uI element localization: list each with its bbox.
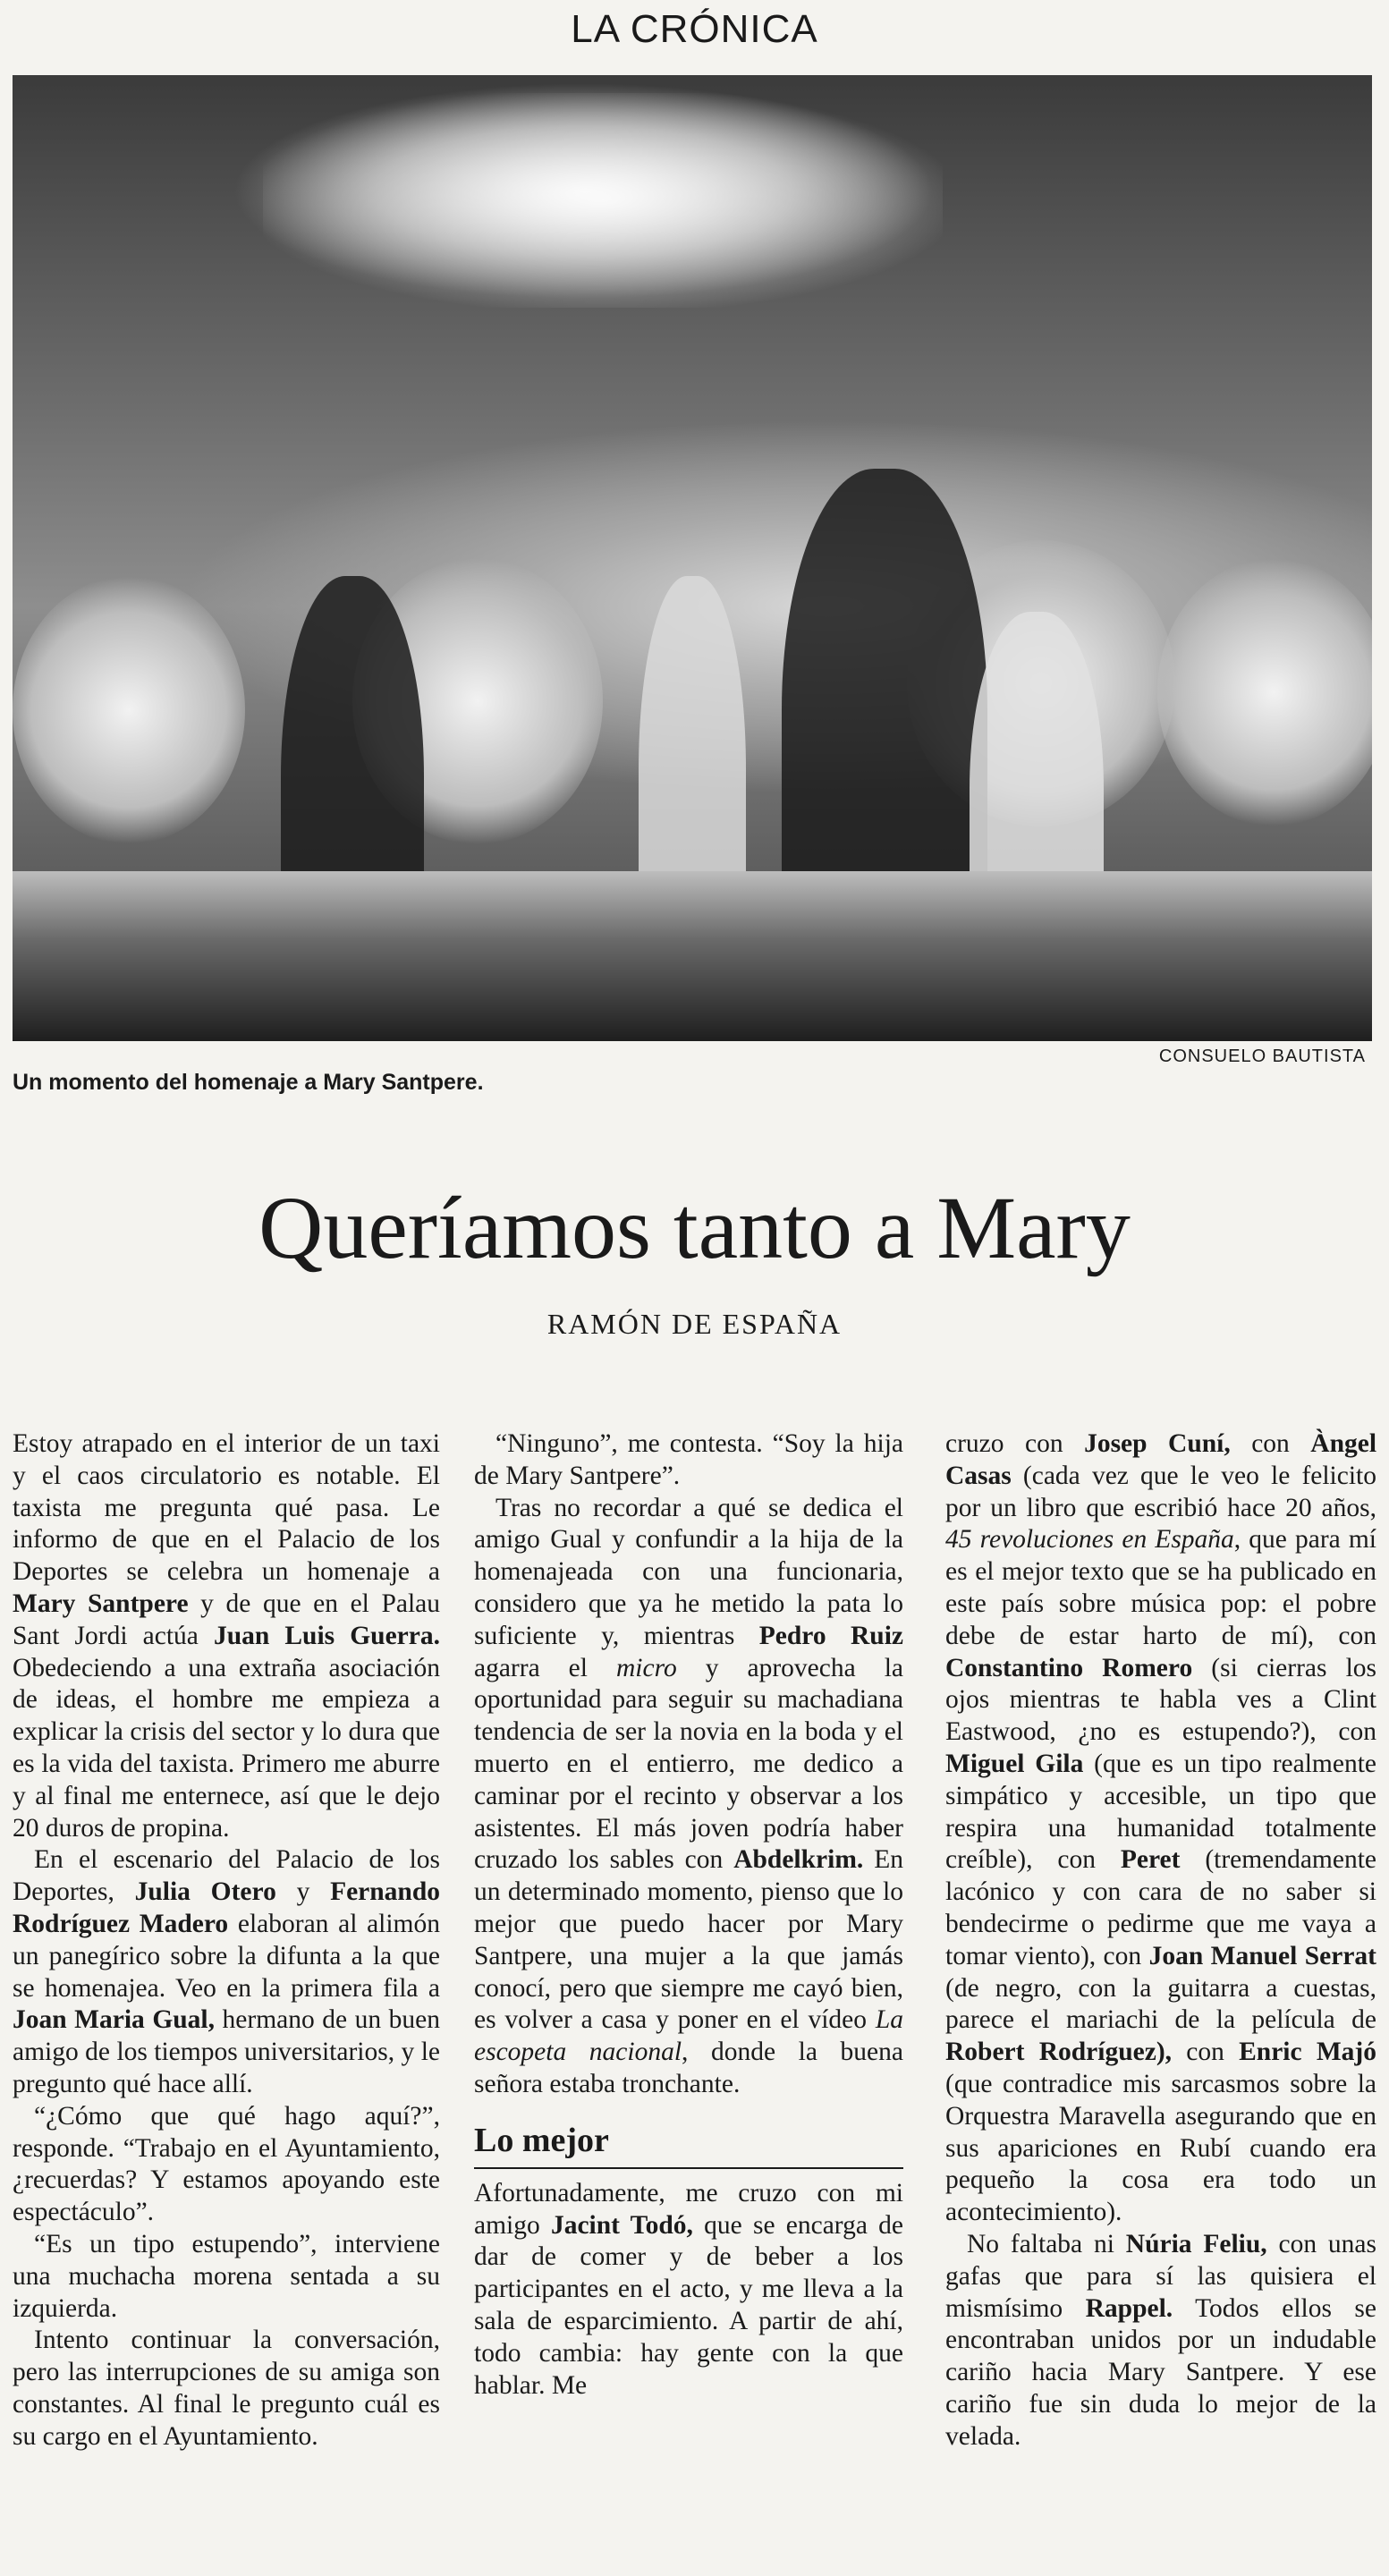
paragraph: Intento continuar la conversación, pero las interrupciones de su amiga son constantes. Al final le pregunto cuál es su cargo en el Ayuntamiento. [13, 2326, 440, 2451]
paragraph: No faltaba ni Núria Feliu, con unas gafas que para sí las quisiera el mismísimo Rappel. Todos ellos se encontraban unidos por un indudable cariño hacia Mary Santpere. Y ese cariño fue sin duda lo mejor de la velada. [945, 2229, 1377, 2451]
paragraph: cruzo con Josep Cuní, con Àngel Casas (cada vez que le veo le felicito por un libro que escribió hace 20 años, 45 revoluciones en España, que para mí es el mejor texto que se ha publicado en este país sobre música pop: el pobre debe de estar harto de mí), con Constantino Romero (si cierras los ojos mientras te habla ves a Clint Eastwood, ¿no es estupendo?), con Miguel Gila (que es un tipo realmente simpático y accesible, un tipo que respira una humanidad totalmente creíble), con Peret (tremendamente lacónico y con cara de no saber si bendecirme o pedirme que me vaya a tomar viento), con Joan Manuel Serrat (de negro, con la guitarra a cuestas, parece el mariachi de la película de Robert Rodríguez), con Enric Majó (que contradice mis sarcasmos sobre la Orquestra Maravella asegurando que en sus apariciones en Rubí cuando era pequeño la cosa era todo un acontecimiento). [945, 1429, 1377, 2227]
paragraph: En el escenario del Palacio de los Deportes, Julia Otero y Fernando Rodríguez Madero elaboran al alimón un panegírico sobre la difunta a la que se homenajea. Veo en la primera fila a Joan Maria Gual, hermano de un buen amigo de los tiempos universitarios, y le pregunto qué hace allí. [13, 1845, 440, 2098]
paragraph: Afortunadamente, me cruzo con mi amigo Jacint Todó, que se encarga de dar de comer y de beber a los participantes en el acto, y me lleva a la sala de esparcimiento. A partir de ahí, todo cambia: hay gente con la que hablar. Me [474, 2178, 903, 2400]
article-column-2 [474, 1428, 903, 2402]
article-headline: Queríamos tanto a Mary [258, 1178, 1131, 1277]
paragraph: “Es un tipo estupendo”, interviene una muchacha morena sentada a su izquierda. [13, 2229, 440, 2323]
section-subhead: Lo mejor [474, 2121, 903, 2169]
paragraph: “¿Cómo que qué hago aquí?”, responde. “Trabajo en el Ayuntamiento, ¿recuerdas? Y estamos apoyando este espectáculo”. [13, 2101, 440, 2227]
article-column-1 [13, 1428, 440, 2453]
paragraph: Tras no recordar a qué se dedica el amigo Gual y confundir a la hija de la homenajeada con una funcionaria, considero que ya he metido la pata lo suficiente y, mientras Pedro Ruiz agarra el micro y aprovecha la oportunidad para seguir su machadiana tendencia de ser la novia en la boda y el muerto en el entierro, me dedico a caminar por el recinto y observar a los asistentes. El más joven podría haber cruzado los sables con Abdelkrim. En un determinado momento, pienso que lo mejor que puedo hacer por Mary Santpere, una mujer a la que jamás conocí, pero que siempre me cayó bien, es volver a casa y poner en el vídeo La escopeta nacional, donde la buena señora estaba tronchante. [474, 1493, 903, 2098]
article-column-3 [945, 1428, 1376, 2453]
feather-plume [13, 576, 245, 844]
article-photo [13, 75, 1372, 1041]
article-byline: RAMÓN DE ESPAÑA [546, 1308, 843, 1340]
photo-caption: Un momento del homenaje a Mary Santpere. [13, 1070, 484, 1095]
stage-floor [13, 871, 1372, 1041]
illuminated-sign [263, 93, 943, 308]
photo-credit: CONSUELO BAUTISTA [1158, 1046, 1366, 1066]
paragraph: Estoy atrapado en el interior de un taxi y el caos circulatorio es notable. El taxista me pregunta qué pasa. Le informo de que en el Palacio de los Deportes se celebra un homenaje a Mary Santpere y de que en el Palau Sant Jordi actúa Juan Luis Guerra. Obedeciendo a una extraña asociación de ideas, el hombre me empieza a explicar la crisis del sector y lo dura que es la vida del taxista. Primero me aburre y al final me enternece, así que le dejo 20 duros de propina. [13, 1429, 440, 1843]
feather-plume [1157, 558, 1372, 826]
section-header: LA CRÓNICA [571, 7, 818, 51]
paragraph: “Ninguno”, me contesta. “Soy la hija de Mary Santpere”. [474, 1429, 903, 1490]
